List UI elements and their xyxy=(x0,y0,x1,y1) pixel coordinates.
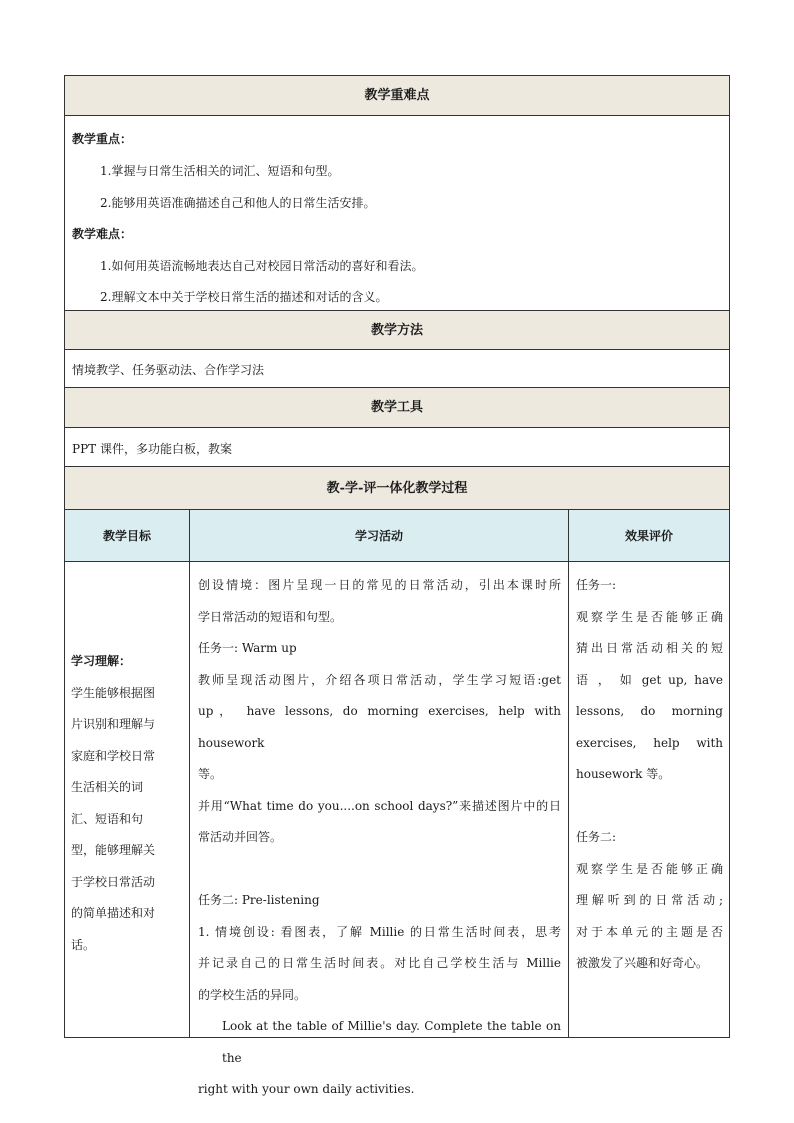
difficulty-item: 2.理解文本中关于学校日常生活的描述和对话的含义。 xyxy=(100,290,388,304)
difficulty-item: 1.如何用英语流畅地表达自己对校园日常活动的喜好和看法。 xyxy=(100,259,424,273)
lesson-plan-table xyxy=(64,75,730,1096)
tools-header: 教学工具 xyxy=(65,388,729,428)
activity-line: up， have lessons, do morning exercises, help with housework xyxy=(198,704,561,750)
key-points-section xyxy=(65,116,729,311)
key-points-header: 教学重难点 xyxy=(65,76,729,116)
goal-line: 家庭和学校日常 xyxy=(71,748,156,763)
activity-cell xyxy=(198,562,561,1106)
process-header: 教-学-评一体化教学过程 xyxy=(65,467,729,510)
evaluation-line: 语 ， 如 get up, have xyxy=(576,672,723,687)
focus-item: 1.掌握与日常生活相关的词汇、短语和句型。 xyxy=(100,164,340,178)
evaluation-line: 任务二: xyxy=(576,830,617,844)
evaluation-line: housework 等。 xyxy=(576,767,671,781)
evaluation-line: 观察学生是否能够正确 xyxy=(576,861,723,876)
goal-line: 于学校日常活动 xyxy=(71,874,156,889)
tools-content xyxy=(65,428,729,467)
focus-label: 教学重点： xyxy=(72,132,133,146)
goal-line: 生活相关的词 xyxy=(71,780,144,794)
column-divider xyxy=(568,510,569,1038)
activity-line: Look at the table of Millie's day. Complete the table on the xyxy=(222,1019,561,1065)
evaluation-line: 对于本单元的主题是否 xyxy=(576,924,723,939)
activity-line xyxy=(198,854,561,886)
evaluation-line: exercises, help with xyxy=(576,735,723,750)
goal-line: 的简单描述和对 xyxy=(71,906,156,920)
methods-content xyxy=(65,350,729,388)
activity-line: 等。 xyxy=(198,767,223,781)
methods-text: 情境教学、任务驱动法、合作学习法 xyxy=(72,363,265,377)
column-header-goal: 教学目标 xyxy=(65,510,189,562)
activity-line: 并记录自己的日常生活时间表。对比自己学校生活与 Millie xyxy=(198,956,561,970)
activity-line: 任务二: Pre-listening xyxy=(198,893,320,907)
activity-line: 任务一: Warm up xyxy=(198,641,297,655)
activity-line: 的学校生活的异同。 xyxy=(198,987,307,1002)
column-header-evaluation: 效果评价 xyxy=(569,510,729,562)
methods-header: 教学方法 xyxy=(65,311,729,350)
goal-line: 汇、短语和句 xyxy=(71,811,144,826)
column-header-activity: 学习活动 xyxy=(190,510,568,562)
goal-line: 型，能够理解关 xyxy=(71,843,156,857)
evaluation-line xyxy=(576,791,723,823)
activity-line: right with your own daily activities. xyxy=(198,1082,415,1096)
activity-line: 创设情境：图片呈现一日的常见的日常活动，引出本课时所 xyxy=(198,578,561,592)
column-divider xyxy=(189,510,190,1038)
evaluation-cell xyxy=(576,562,723,980)
goal-title: 学习理解： xyxy=(71,654,132,668)
activity-line: 教师呈现活动图片，介绍各项日常活动，学生学习短语:get xyxy=(198,672,561,687)
tools-text: PPT 课件，多功能白板，教案 xyxy=(72,442,232,456)
difficulty-label: 教学难点： xyxy=(72,227,133,241)
evaluation-line: 猜出日常活动相关的短 xyxy=(576,641,723,655)
activity-line: 并用“What time do you....on school days?”来描述图片中的日 xyxy=(198,798,561,813)
evaluation-line: 任务一: xyxy=(576,578,617,592)
focus-item: 2.能够用英语准确描述自己和他人的日常生活安排。 xyxy=(100,196,376,210)
goal-cell xyxy=(71,562,183,961)
activity-line: 常活动并回答。 xyxy=(198,830,283,844)
goal-line: 学生能够根据图 xyxy=(71,685,156,700)
evaluation-line: lessons, do morning xyxy=(576,704,723,718)
goal-line: 话。 xyxy=(71,937,96,952)
goal-line: 片识别和理解与 xyxy=(71,717,156,731)
evaluation-line: 理解听到的日常活动; xyxy=(576,893,723,907)
activity-line: 学日常活动的短语和句型。 xyxy=(198,609,343,624)
evaluation-line: 被激发了兴趣和好奇心。 xyxy=(576,956,709,970)
activity-line: 1. 情境创设: 看图表，了解 Millie 的日常生活时间表，思考 xyxy=(198,924,561,939)
evaluation-line: 观察学生是否能够正确 xyxy=(576,609,723,624)
